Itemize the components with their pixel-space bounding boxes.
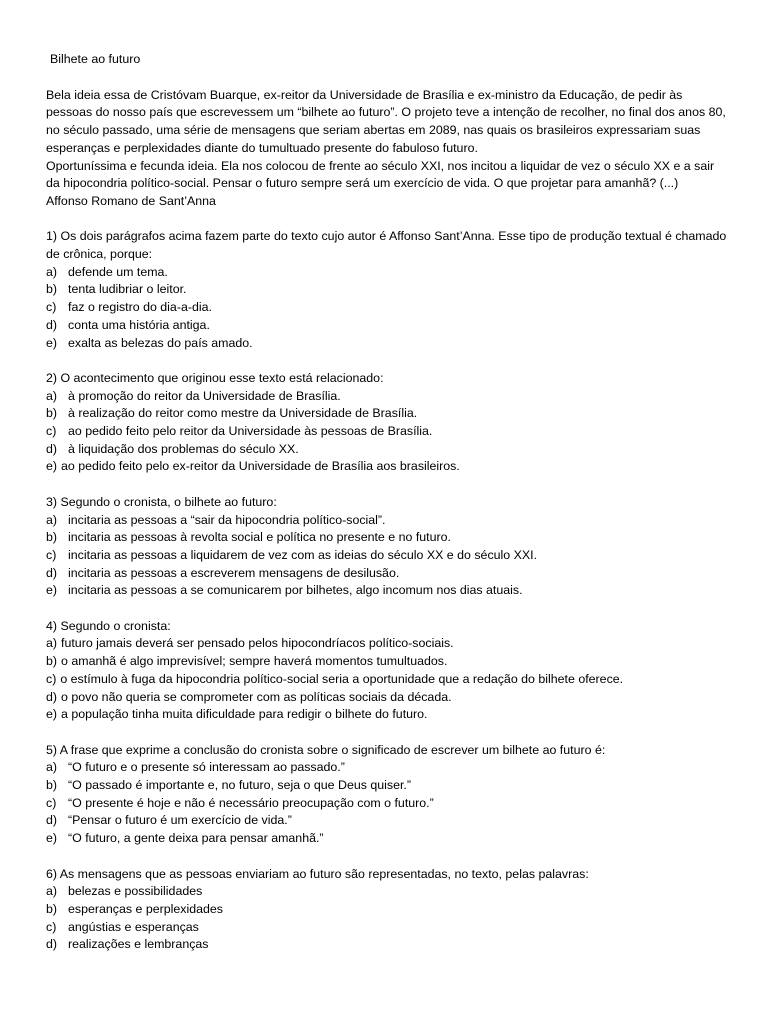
option-item [46,317,728,335]
option-letter: e) [46,831,58,846]
option-letter: c) [46,547,57,562]
option-list [46,635,728,724]
option-letter: a) [46,512,58,527]
option-item [46,936,728,954]
option-text: “O futuro e o presente só interessam ao passado.” [68,760,345,775]
option-text: ao pedido feito pelo ex-reitor da Universidade de Brasília aos brasileiros. [61,459,460,474]
option-text: à liquidação dos problemas do século XX. [68,441,299,456]
option-item [46,335,728,353]
question-stem: 4) Segundo o cronista: [46,618,171,633]
option-item [46,706,728,724]
option-letter: c) [46,919,57,934]
intro-paragraph: Bela ideia essa de Cristóvam Buarque, ex-reitor da Universidade de Brasília e ex-ministro da Educação, de pedir às pessoas do nosso país que escrevessem um “bilhete ao futuro”. O projeto teve a intenção de recolher, no final dos anos 80, no século passado, uma série de mensagens que seriam abertas em 2089, nas quais os brasileiros expressariam suas esperanças e perplexidades diante do tumultuado presente do fabuloso futuro. [46,87,726,155]
option-letter: e) [46,583,58,598]
option-item [46,777,728,795]
option-letter: a) [46,264,58,279]
option-letter: e) [46,335,58,350]
option-letter: b) [46,282,58,297]
option-item [46,830,728,848]
question-stem: 2) O acontecimento que originou esse texto está relacionado: [46,370,384,385]
option-letter: c) [46,795,57,810]
option-letter: d) [46,441,58,456]
option-text: incitaria as pessoas a se comunicarem por bilhetes, algo incomum nos dias atuais. [68,583,523,598]
option-text: angústias e esperanças [68,919,199,934]
option-letter: d) [46,689,58,704]
option-text: faz o registro do dia-a-dia. [68,300,212,315]
option-letter: b) [46,778,58,793]
option-item [46,423,728,441]
option-list [46,883,728,954]
option-text: o amanhã é algo imprevisível; sempre haverá momentos tumultuados. [61,654,448,669]
option-item [46,299,728,317]
option-letter: d) [46,813,58,828]
question-4 [46,618,728,724]
option-text: a população tinha muita dificuldade para redigir o bilhete do futuro. [61,707,428,722]
option-item [46,759,728,777]
option-letter: e) [46,459,58,474]
option-letter: a) [46,388,58,403]
option-item [46,795,728,813]
option-item [46,441,728,459]
option-item [46,919,728,937]
option-text: à promoção do reitor da Universidade de Brasília. [68,388,341,403]
option-item [46,281,728,299]
question-5 [46,742,728,848]
option-letter: d) [46,565,58,580]
option-text: o estímulo à fuga da hipocondria político-social seria a oportunidade que a redação do bilhete oferece. [60,671,624,686]
question-3 [46,494,728,600]
option-text: conta uma história antiga. [68,317,210,332]
option-item [46,565,728,583]
option-item [46,883,728,901]
option-letter: a) [46,884,58,899]
option-item [46,582,728,600]
option-letter: e) [46,707,58,722]
option-item [46,405,728,423]
option-letter: b) [46,654,58,669]
option-text: exalta as belezas do país amado. [68,335,253,350]
question-6 [46,866,728,955]
option-item [46,671,728,689]
option-text: incitaria as pessoas a “sair da hipocondria político-social”. [68,512,386,527]
option-text: defende um tema. [68,264,168,279]
question-stem: 1) Os dois parágrafos acima fazem parte do texto cujo autor é Affonso Sant’Anna. Esse tipo de produção textual é chamado de crônica, porque: [46,229,727,262]
option-item [46,901,728,919]
question-stem: 5) A frase que exprime a conclusão do cronista sobre o significado de escrever um bilhete ao futuro é: [46,742,606,757]
option-list [46,759,728,848]
option-letter: c) [46,424,57,439]
option-text: belezas e possibilidades [68,884,203,899]
option-text: “Pensar o futuro é um exercício de vida.” [68,813,292,828]
option-text: ao pedido feito pelo reitor da Universidade às pessoas de Brasília. [68,424,433,439]
option-list [46,388,728,477]
option-text: tenta ludibriar o leitor. [68,282,187,297]
option-item [46,547,728,565]
question-stem: 6) As mensagens que as pessoas enviariam ao futuro são representadas, no texto, pelas palavras: [46,866,589,881]
option-text: incitaria as pessoas a escreverem mensagens de desilusão. [68,565,400,580]
question-2 [46,370,728,476]
question-stem: 3) Segundo o cronista, o bilhete ao futuro: [46,494,277,509]
option-text: “O passado é importante e, no futuro, seja o que Deus quiser.” [68,778,412,793]
option-text: incitaria as pessoas a liquidarem de vez com as ideias do século XX e do século XXI. [68,547,538,562]
option-text: o povo não queria se comprometer com as políticas sociais da década. [61,689,452,704]
option-text: incitaria as pessoas à revolta social e política no presente e no futuro. [68,530,451,545]
option-letter: c) [46,671,57,686]
option-text: realizações e lembranças [68,937,209,952]
option-item [46,689,728,707]
option-item [46,812,728,830]
option-text: à realização do reitor como mestre da Universidade de Brasília. [68,406,418,421]
option-text: esperanças e perplexidades [68,901,223,916]
option-item [46,388,728,406]
intro-paragraph: Oportuníssima e fecunda ideia. Ela nos colocou de frente ao século XXI, nos incitou a liquidar de vez o século XX e a sair da hipocondria político-social. Pensar o futuro sempre será um exercício de vida. O que projetar para amanhã? (...) [46,158,715,191]
option-text: “O futuro, a gente deixa para pensar amanhã.” [68,831,324,846]
option-item [46,264,728,282]
option-letter: a) [46,760,58,775]
intro-text [46,87,728,211]
option-letter: b) [46,530,58,545]
option-letter: a) [46,636,58,651]
option-list [46,512,728,601]
option-item [46,653,728,671]
option-item [46,458,728,476]
option-list [46,264,728,353]
option-letter: d) [46,317,58,332]
option-text: futuro jamais deverá ser pensado pelos hipocondríacos político-sociais. [61,636,454,651]
option-letter: d) [46,937,58,952]
option-letter: b) [46,901,58,916]
option-item [46,635,728,653]
option-letter: b) [46,406,58,421]
option-item [46,529,728,547]
option-letter: c) [46,300,57,315]
question-1 [46,228,728,352]
option-item [46,512,728,530]
document-title: Bilhete ao futuro [50,52,141,66]
option-text: “O presente é hoje e não é necessário preocupação com o futuro.” [68,795,434,810]
author-name: Affonso Romano de Sant’Anna [46,193,216,208]
